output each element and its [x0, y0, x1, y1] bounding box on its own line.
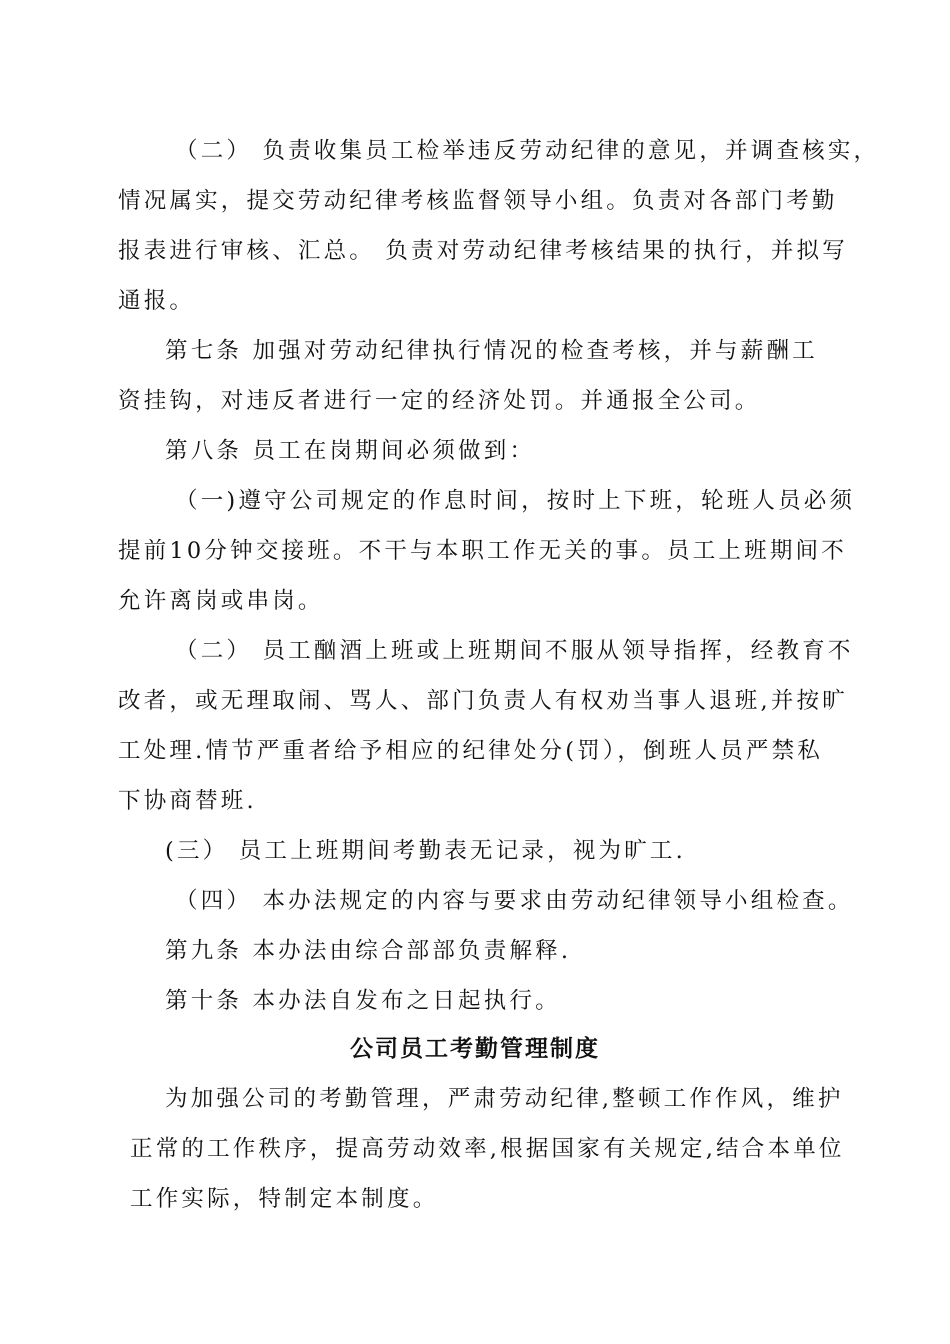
article-10-line: 第十条 本办法自发布之日起执行。 — [165, 988, 561, 1014]
paragraph-line: 下协商替班. — [118, 788, 257, 814]
paragraph-line: （二） 员工酗酒上班或上班期间不服从领导指挥，经教育不 — [175, 638, 854, 664]
paragraph-line: （二） 负责收集员工检举违反劳动纪律的意见，并调查核实， — [175, 138, 880, 164]
article-7-line: 第七条 加强对劳动纪律执行情况的检查考核，并与薪酬工 — [165, 338, 818, 364]
paragraph-line: 报表进行审核、汇总。 负责对劳动纪律考核结果的执行，并拟写 — [118, 238, 848, 264]
article-8-line: 第八条 员工在岗期间必须做到： — [165, 438, 536, 464]
paragraph-line: （一)遵守公司规定的作息时间，按时上下班，轮班人员必须 — [175, 488, 856, 514]
article-9-line: 第九条 本办法由综合部部负责解释. — [165, 938, 572, 964]
paragraph-line: （四） 本办法规定的内容与要求由劳动纪律领导小组检查。 — [175, 888, 854, 914]
paragraph-line: 工处理.情节严重者给予相应的纪律处分(罚），倒班人员严禁私 — [118, 738, 823, 764]
paragraph-line: 提前10分钟交接班。不干与本职工作无关的事。员工上班期间不 — [118, 538, 847, 564]
intro-line: 为加强公司的考勤管理，严肃劳动纪律,整顿工作作风，维护 — [165, 1086, 844, 1112]
section-title: 公司员工考勤管理制度 — [350, 1035, 600, 1062]
intro-line: 工作实际，特制定本制度。 — [130, 1186, 439, 1212]
paragraph-line: (三） 员工上班期间考勤表无记录，视为旷工. — [165, 838, 686, 864]
paragraph-line: 资挂钩，对违反者进行一定的经济处罚。并通报全公司。 — [118, 388, 761, 414]
paragraph-line: 改者，或无理取闹、骂人、部门负责人有权劝当事人退班,并按旷 — [118, 688, 848, 714]
paragraph-line: 情况属实，提交劳动纪律考核监督领导小组。负责对各部门考勤 — [118, 188, 838, 214]
paragraph-line: 允许离岗或串岗。 — [118, 588, 324, 614]
intro-line: 正常的工作秩序，提高劳动效率,根据国家有关规定,结合本单位 — [130, 1136, 845, 1162]
paragraph-line: 通报。 — [118, 288, 196, 314]
